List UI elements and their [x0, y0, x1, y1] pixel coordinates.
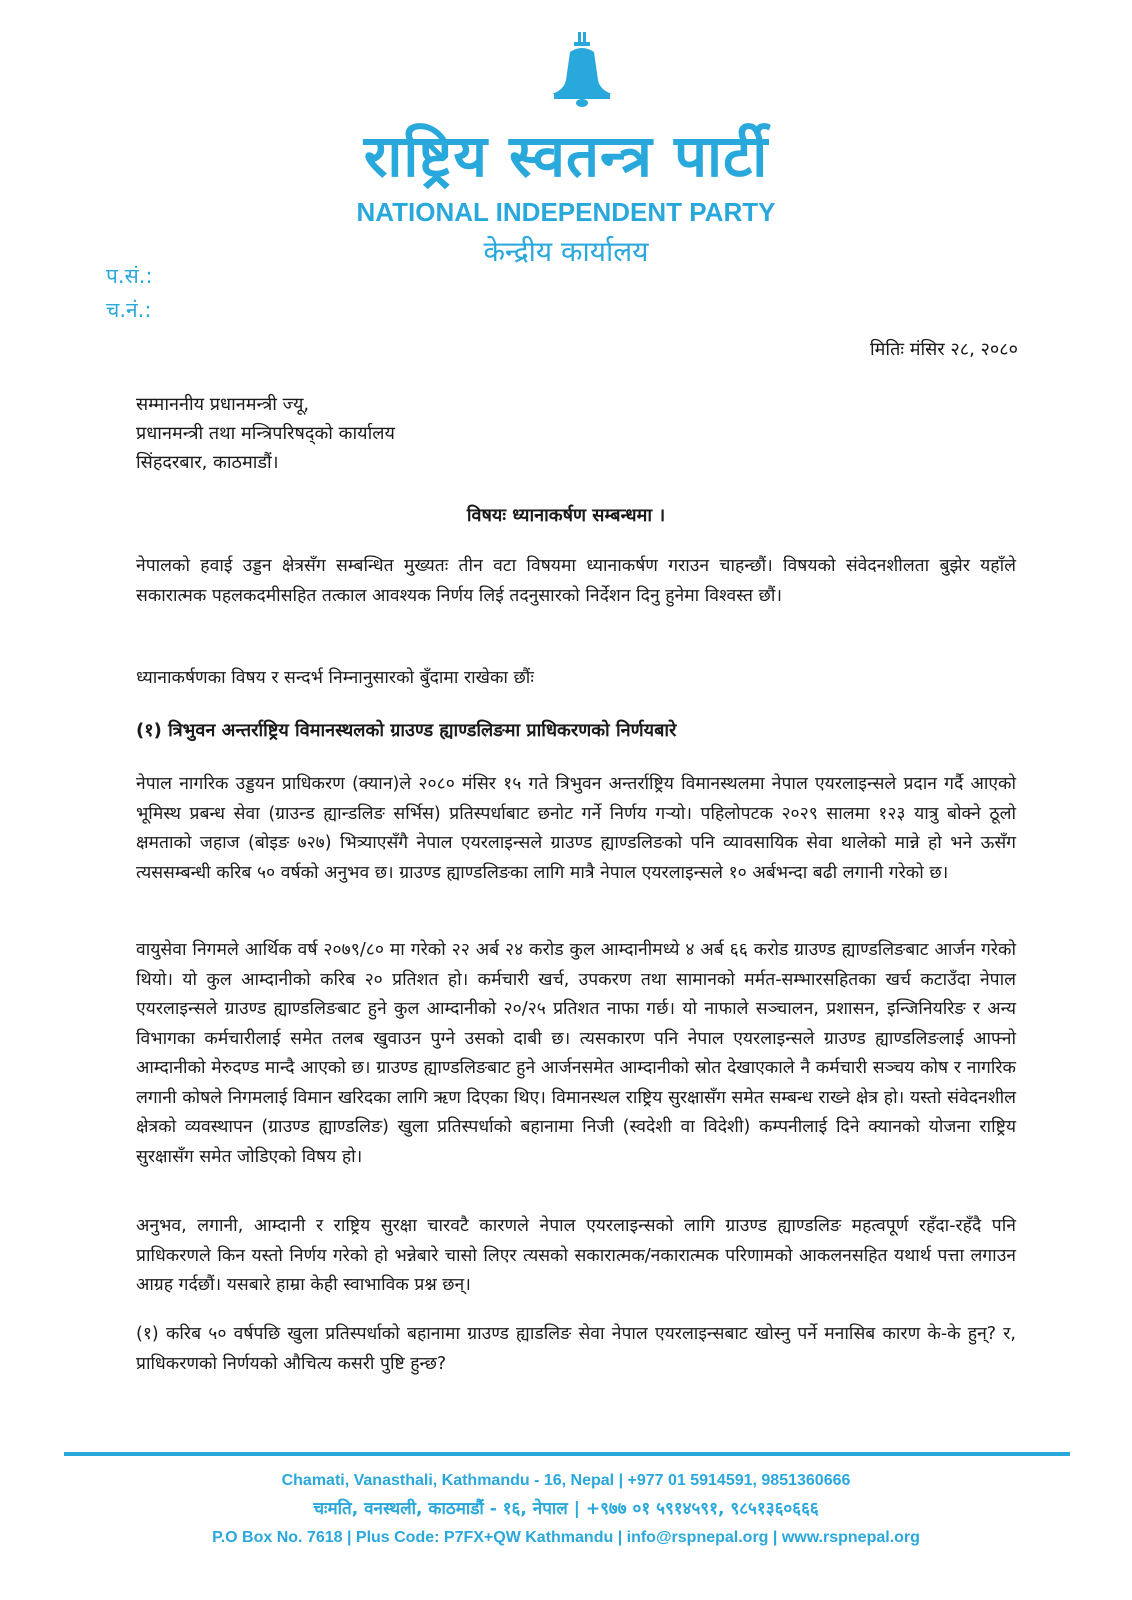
letter-date: मितिः मंसिर २८, २०८० — [870, 339, 1018, 360]
lead-paragraph: ध्यानाकर्षणका विषय र सन्दर्भ निम्नानुसारको बुँदामा राखेका छौंः — [136, 668, 534, 688]
question-paragraph: (१) करिब ५० वर्षपछि खुला प्रतिस्पर्धाको बहानामा ग्राउण्ड ह्याडलिङ सेवा नेपाल एयरलाइन्सबाट खोस्नु पर्ने मनासिब कारण के-के हुन्? र, प्राधिकरणको निर्णयको औचित्य कसरी पुष्टि हुन्छ? — [136, 1324, 1016, 1374]
addressee-line: प्रधानमन्त्री तथा मन्त्रिपरिषद्‌को कार्यालय — [136, 423, 395, 444]
section-paragraph: वायुसेवा निगमले आर्थिक वर्ष २०७९/८० मा गरेको २२ अर्ब २४ करोड कुल आम्दानीमध्ये ४ अर्ब ६६ करोड ग्राउण्ड ह्याण्डलिङबाट आर्जन गरेको थियो। यो कुल आम्दानीको करिब २० प्रतिशत हो। कर्मचारी खर्च, उपकरण तथा सामानको मर्मत-सम्भारसहितका खर्च कटाउँदा नेपाल एयरलाइन्सले ग्राउण्ड ह्याण्डलिङबाट हुने कुल आम्दानीको २०/२५ प्रतिशत नाफा गर्छ। यो नाफाले सञ्चालन, प्रशासन, इन्जिनियरिङ र अन्य विभागका कर्मचारीलाई समेत तलब खुवाउन पुग्ने उसको दाबी छ। त्यसकारण पनि नेपाल एयरलाइन्सले ग्राउण्ड ह्याण्डलिङलाई आफ्नो आम्दानीको मेरुदण्ड मान्दै आएको छ। ग्राउण्ड ह्याण्डलिङबाट हुने आर्जनसमेत आम्दानीको स्रोत देखाएकाले नै कर्मचारी सञ्चय कोष र नागरिक लगानी कोषले निगमलाई विमान खरिदका लागि ऋण दिएका थिए। विमानस्थल राष्ट्रिय सुरक्षासँग समेत सम्बन्ध राख्ने क्षेत्र हो। यस्तो संवेदनशील क्षेत्रको व्यवस्थापन (ग्राउण्ड ह्याण्डलिङ) खुला प्रतिस्पर्धाको बहानामा निजी (स्वदेशी वा विदेशी) कम्पनीलाई दिने क्यानको योजना राष्ट्रिय सुरक्षासँग समेत जोडिएको विषय हो। — [136, 940, 1016, 1167]
footer-address-nepali: चःमति, वनस्थली, काठमाडौं - १६, नेपाल | +९७७ ०१ ५९१४५९१, ९८५१३६०६६६ — [313, 1499, 819, 1519]
section-paragraph: अनुभव, लगानी, आम्दानी र राष्ट्रिय सुरक्षा चारवटै कारणले नेपाल एयरलाइन्सको लागि ग्राउण्ड ह्याण्डलिङ महत्वपूर्ण रहँदा-रहँदै पनि प्राधिकरणले किन यस्तो निर्णय गरेको हो भन्नेबारे चासो लिएर त्यसको सकारात्मक/नकारात्मक परिणामको आकलनसहित यथार्थ पत्ता लगाउन आग्रह गर्दछौं। यसबारे हाम्रा केही स्वाभाविक प्रश्न छन्। — [136, 1216, 1016, 1295]
bell-icon — [548, 30, 616, 108]
reference-number-label: प.सं.: — [106, 264, 153, 288]
section-paragraph: नेपाल नागरिक उड्डयन प्राधिकरण (क्यान)ले २०८० मंसिर १५ गते त्रिभुवन अन्तर्राष्ट्रिय विमानस्थलमा नेपाल एयरलाइन्सले प्रदान गर्दै आएको भूमिस्थ प्रबन्ध सेवा (ग्राउन्ड ह्यान्डलिङ सर्भिस) प्रतिस्पर्धाबाट छनोट गर्ने निर्णय गर्‍यो। पहिलोपटक २०२९ सालमा १२३ यात्रु बोक्ने ठूलो क्षमताको जहाज (बोइङ ७२७) भित्र्याएसँगै नेपाल एयरलाइन्सले ग्राउण्ड ह्याण्डलिङको पनि व्यावसायिक सेवा थालेको मान्ने हो भने ऊसँग त्यससम्बन्धी करिब ५० वर्षको अनुभव छ। ग्राउण्ड ह्याण्डलिङका लागि मात्रै नेपाल एयरलाइन्सले १० अर्बभन्दा बढी लगानी गरेको छ। — [136, 774, 1016, 883]
footer-divider — [64, 1452, 1070, 1456]
party-name-nepali: राष्ट्रिय स्वतन्त्र पार्टी — [363, 122, 769, 190]
addressee-line: सम्माननीय प्रधानमन्त्री ज्यू, — [136, 394, 310, 415]
intro-paragraph: नेपालको हवाई उड्डन क्षेत्रसँग सम्बन्धित मुख्यतः तीन वटा विषयमा ध्यानाकर्षण गराउन चाहन्छौं। विषयको संवेदनशीलता बुझेर यहाँले सकारात्मक पहलकदमीसहित तत्काल आवश्यक निर्णय लिई तदनुसारको निर्देशन दिनु हुनेमा विश्वस्त छौं। — [136, 556, 1016, 606]
footer-address-english: Chamati, Vanasthali, Kathmandu - 16, Nepal | +977 01 5914591, 9851360666 — [281, 1472, 851, 1489]
office-name: केन्द्रीय कार्यालय — [483, 235, 649, 268]
letter-subject: विषयः ध्यानाकर्षण सम्बन्धमा । — [466, 505, 666, 526]
dispatch-number-label: च.नं.: — [106, 298, 152, 322]
footer-contact: P.O Box No. 7618 | Plus Code: P7FX+QW Kathmandu | info@rspnepal.org | www.rspnepal.org — [212, 1529, 920, 1546]
section-heading: (१) त्रिभुवन अन्तर्राष्ट्रिय विमानस्थलको ग्राउण्ड ह्याण्डलिङमा प्राधिकरणको निर्णयबारे — [136, 720, 677, 741]
addressee-block — [136, 390, 395, 477]
party-name-english: NATIONAL INDEPENDENT PARTY — [356, 197, 776, 227]
addressee-line: सिंहदरबार, काठमाडौं। — [136, 452, 279, 473]
